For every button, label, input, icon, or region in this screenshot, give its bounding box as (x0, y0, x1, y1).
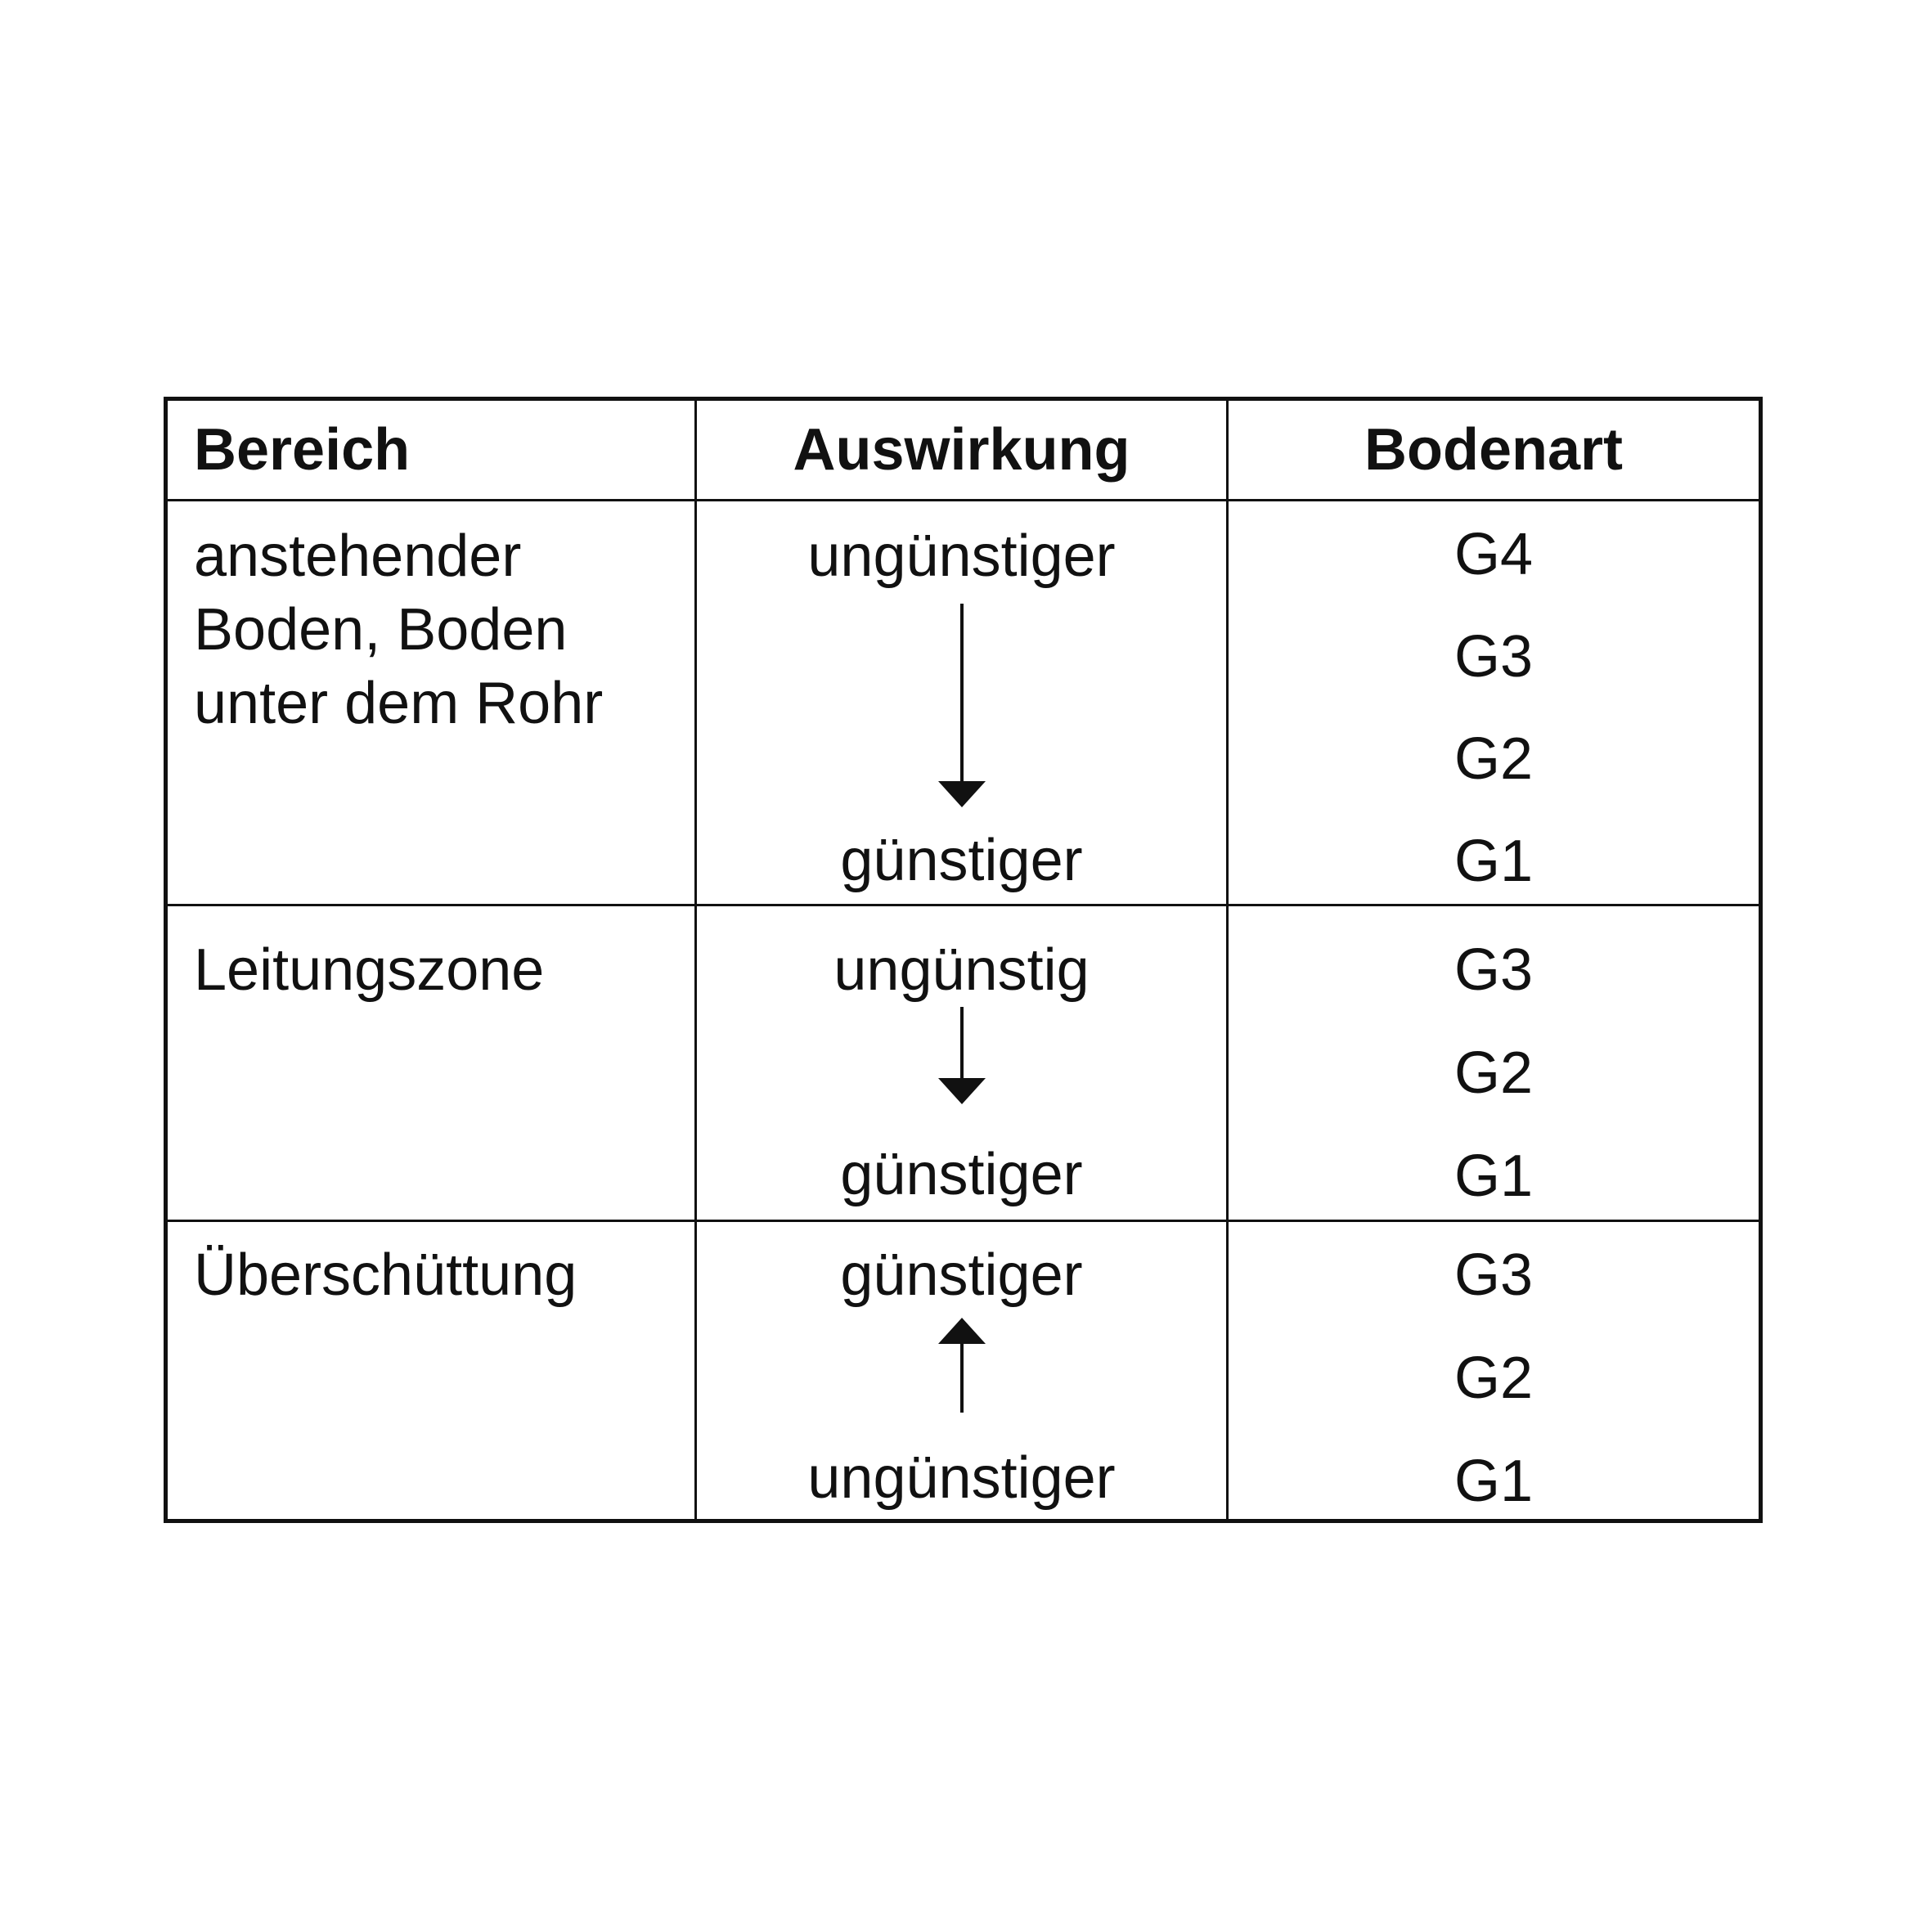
cell-bereich-row2 (168, 906, 697, 1222)
header-cell-auswirkung (697, 401, 1229, 501)
header-cell-bereich (168, 401, 697, 501)
bodenart-value: G3 (1453, 1242, 1534, 1308)
bodenart-value: G2 (1453, 1040, 1534, 1106)
header-cell-bodenart (1229, 401, 1759, 501)
auswirkung-row1-to-label: günstiger (840, 828, 1083, 893)
bereich-row1-line2: Boden, Boden (194, 597, 568, 663)
bereich-row2-line1: Leitungszone (194, 937, 545, 1003)
arrow-stem (960, 604, 964, 781)
header-label-bereich: Bereich (194, 417, 411, 483)
cell-auswirkung-row2 (697, 906, 1229, 1222)
bodenart-value: G1 (1453, 1449, 1534, 1514)
bodenart-value: G4 (1453, 522, 1534, 587)
bodenart-value: G2 (1453, 726, 1534, 792)
bodenart-value: G2 (1453, 1346, 1534, 1411)
arrow-stem (960, 1007, 964, 1078)
arrow-stem (960, 1344, 964, 1413)
soil-classification-table (164, 397, 1763, 1523)
bereich-row1-line3: unter dem Rohr (194, 671, 604, 736)
arrow-head (938, 1078, 986, 1104)
cell-bodenart-row1 (1229, 501, 1759, 906)
arrow-head (938, 781, 986, 807)
auswirkung-row3-to-label: ungünstiger (807, 1445, 1116, 1511)
bereich-row1-line1: anstehender (194, 523, 522, 589)
auswirkung-row3-from-label: günstiger (840, 1242, 1083, 1308)
auswirkung-row1-from-label: ungünstiger (807, 523, 1116, 589)
bodenart-value: G3 (1453, 624, 1534, 690)
bodenart-value: G1 (1453, 1143, 1534, 1209)
cell-auswirkung-row1 (697, 501, 1229, 906)
auswirkung-row2-from-label: ungünstig (833, 937, 1090, 1003)
header-label-auswirkung: Auswirkung (793, 417, 1130, 483)
auswirkung-row2-to-label: günstiger (840, 1142, 1083, 1207)
bereich-row3-line1: Überschüttung (194, 1242, 577, 1308)
header-label-bodenart: Bodenart (1364, 417, 1624, 483)
cell-bereich-row3 (168, 1222, 697, 1519)
cell-bodenart-row2 (1229, 906, 1759, 1222)
arrow-head (938, 1318, 986, 1344)
cell-bereich-row1 (168, 501, 697, 906)
bodenart-value: G1 (1453, 829, 1534, 894)
cell-auswirkung-row3 (697, 1222, 1229, 1519)
cell-bodenart-row3 (1229, 1222, 1759, 1519)
bodenart-value: G3 (1453, 937, 1534, 1003)
